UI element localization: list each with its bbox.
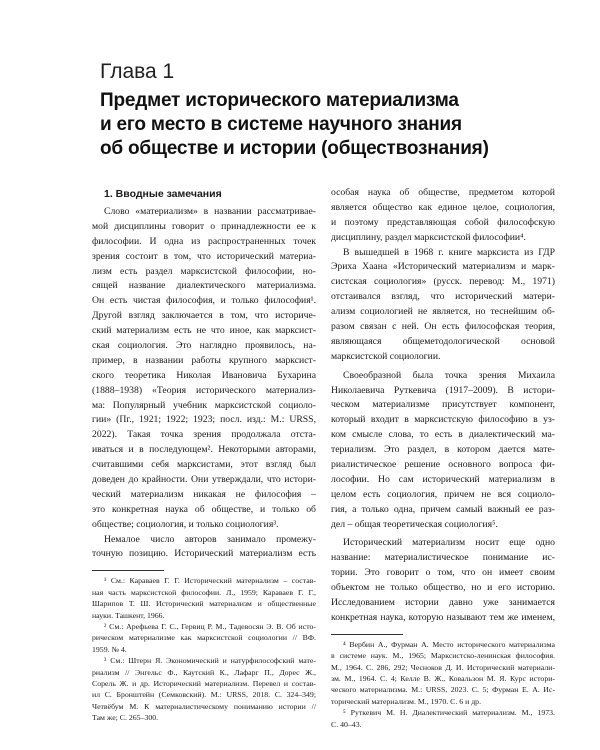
chapter-title-line: и его место в системе научного знания <box>100 114 462 135</box>
body-line: дел – общая теоретическая социология⁵. <box>331 518 498 530</box>
body-line: ческий материализм никакая не философия – <box>92 488 316 500</box>
footnote-line: зм. М., 1964. С. 4; Келле В. Ж., Ковальзон М. Я. Курс истори- <box>331 674 555 683</box>
footnote-line: Шарипов Т. Ш. Исторический материализм и общественные <box>92 599 316 609</box>
body-line: лизм есть раздел марксистской философии, но- <box>92 265 316 277</box>
body-line: считавшими себя марксистами, этот взгляд был <box>92 459 316 471</box>
footnote-line: ная часть марксистской философии. Л., 1959; Караваев Г. Г., <box>92 587 316 597</box>
body-line: философии. И одна из распространенных точек <box>92 235 316 247</box>
body-line: Эриха Хаана «Исторический материализм и марк- <box>331 261 555 273</box>
body-line: ализм социологией не является, но теснейшим об- <box>331 306 555 318</box>
body-line: название: материалистическое понимание ис- <box>331 552 555 564</box>
body-line: дисциплину, раздел марксистской философии⁴. <box>331 231 526 243</box>
chapter-title <box>100 89 540 161</box>
left-column <box>92 186 316 723</box>
footnote-line: 1959. № 4. <box>92 644 127 654</box>
footnote-line: ⁵ Руткевич М. Н. Диалектический материализм. М., 1973. <box>343 708 555 718</box>
body-line: Другой взгляд заключается в том, что историче- <box>92 310 316 322</box>
body-line: целом есть социология, причем не вся социоло- <box>331 488 555 500</box>
body-line: сящей название диалектического материализма. <box>92 280 316 292</box>
footnote-line: торический материализм. М., 1970. С. 6 и др. <box>331 696 482 706</box>
body-line: систская социология» (русск. перевод: М., 1971) <box>331 276 555 288</box>
footnote-line: Там же; С. 265–300. <box>92 713 159 723</box>
footnote-line: ⁴ Вербин А., Фурман А. Место исторического материализма <box>343 639 555 649</box>
body-line: Он есть чистая философия, и только философия¹. <box>92 295 316 307</box>
footnote-line: Сорель Ж. и др. Исторический материализм. Перевел и состав- <box>92 678 316 688</box>
body-line: обществе; социология, и только социология³. <box>92 518 279 530</box>
footnote-line: ческого материализма. М.: URSS, 2023. С. 5; Фурман Е. А. Ис- <box>331 685 555 695</box>
chapter-title-line: об обществе и истории (обществознания) <box>100 138 489 159</box>
body-line: ческом материализме присутствует компонент, <box>331 399 555 411</box>
body-line: это конкретная наука об обществе, и только об <box>92 503 316 515</box>
footnote-line: С. 40–43. <box>331 719 362 729</box>
body-line: иваться и в последующем². Некоторыми авторами, <box>92 444 316 456</box>
right-column <box>331 186 555 730</box>
body-line: Своеобразной была точка зрения Михаила <box>343 369 555 381</box>
body-line: являющаяся общеметодологической основой <box>331 335 555 347</box>
footnote-line: ил С. Бронштейн (Семковский). М.: URSS, 2018. С. 324–349; <box>92 690 316 700</box>
footnote-line: рическом материализме как марксистской социологии // ВФ. <box>92 633 316 643</box>
body-line: (1888–1938) «Теория исторического материализ- <box>92 384 316 396</box>
body-line: риалистическое решение основного вопроса фи- <box>331 459 555 471</box>
body-line: гия, а только одна, причем самый важный ее раз- <box>331 503 555 515</box>
body-line: ская социология. Это наглядно проявилось, на- <box>92 340 316 352</box>
body-line: доведен до крайности. Они утверждали, что истори- <box>92 474 316 486</box>
body-line: разом связан с ней. Он есть философская теория, <box>331 321 555 333</box>
footnote-line: Четвёбум М. К материалистическому пониманию истории // <box>92 701 316 711</box>
footnote-line: М., 1964. С. 286, 292; Чесноков Д. И. Исторический материали- <box>331 662 555 672</box>
footnote-divider <box>331 634 403 635</box>
body-line: объектом не только общество, но и его историю. <box>331 582 555 594</box>
body-line: пример, в названии работы крупного марксист- <box>92 354 316 366</box>
body-line: тории. Это говорит о том, что он имеет своим <box>331 567 555 579</box>
body-line: и поэтому представляющая собой философскую <box>331 216 555 228</box>
footnote-line: в системе наук. М., 1965; Марксистско-ленинская философия. <box>331 651 555 661</box>
chapter-label: Глава 1 <box>100 60 175 83</box>
chapter-title-line: Предмет исторического материализма <box>100 90 459 111</box>
body-line: лософии. Но сам исторический материализм в <box>331 473 555 485</box>
body-line: Слово «материализм» в названии рассматривае- <box>104 206 316 217</box>
footnote-line: ² См.: Арефьева Г. С., Гервиц Р. М., Тадевосян Э. В. Об исто- <box>104 621 316 631</box>
body-line: Немалое число авторов занимало промежу- <box>104 533 316 545</box>
body-line: 2022). Такая точка зрения продолжала отста- <box>92 429 316 441</box>
body-line: гии» (Пг., 1921; 1922; 1923; посл. изд.: М.: URSS, <box>92 414 316 426</box>
body-line: точную позицию. Исторический материализм есть <box>92 548 316 560</box>
body-line: конкретная наука, которую называют тем же именем, <box>331 611 555 623</box>
body-line: зрения состоит в том, что исторический материа- <box>92 250 316 262</box>
body-line: отстаивался взгляд, что исторический матери- <box>331 291 555 303</box>
body-line: ский материализм есть не что иное, как марксист- <box>92 325 316 337</box>
body-line: Исследованием истории давно уже занимается <box>331 597 555 609</box>
body-line: ма: Популярный учебник марксистской социоло- <box>92 399 316 411</box>
footnote-line: ³ См.: Штерн Я. Экономический и натурфилософский мате- <box>104 656 316 666</box>
body-line: мой дисциплины говорит о принадлежности ее к <box>92 220 316 232</box>
body-line: который входит в марксистскую философию в уз- <box>331 414 555 426</box>
body-line: марксистской социологии. <box>331 350 441 362</box>
footnote-divider <box>92 570 164 571</box>
footnote-line: науки. Ташкент, 1966. <box>92 610 165 620</box>
footnote-line: риализм // Энгельс Ф., Каутский К., Лафарг П., Дорес Ж., <box>92 667 316 677</box>
body-line: Николаевича Руткевича (1917–2009). В истори- <box>331 384 555 396</box>
section-heading: 1. Вводные замечания <box>104 188 222 200</box>
body-line: ком смысле слова, то есть в диалектический ма- <box>331 429 555 441</box>
body-line: ского теоретика Николая Ивановича Бухарина <box>92 369 316 381</box>
body-line: Исторический материализм носит еще одно <box>343 537 555 549</box>
body-line: териализм. Это раздел, в котором дается мате- <box>331 444 555 456</box>
body-line: является общество как единое целое, социология, <box>331 201 555 213</box>
footnote-line: ¹ См.: Караваев Г. Г. Исторический материализм – состав- <box>104 576 316 586</box>
body-line: В вышедшей в 1968 г. книге марксиста из ГДР <box>343 246 555 258</box>
body-line: особая наука об обществе, предметом которой <box>331 187 555 198</box>
